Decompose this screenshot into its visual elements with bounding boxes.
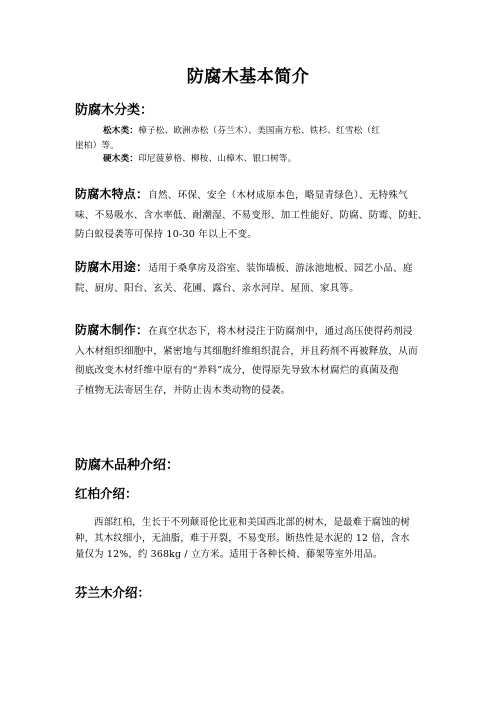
softwood-text-line2: 崖柏）等。	[75, 141, 119, 151]
hardwood-text: 印尼菠萝格、柳桉、山樟木、银口树等。	[138, 154, 297, 164]
redcedar-heading: 红柏介绍：	[75, 486, 138, 501]
softwood-paragraph	[75, 124, 438, 154]
redcedar-line3: 量仅为 12%，约 368kg / 立方米。适用于各种长椅、藤架等室外用品。	[75, 549, 383, 560]
softwood-label: 松木类：	[103, 126, 139, 136]
hardwood-label: 硬木类：	[103, 154, 139, 164]
features-line3: 防白蚁侵袭等可保持 10-30 年以上不变。	[75, 229, 258, 240]
finnish-heading: 芬兰木介绍：	[75, 585, 151, 600]
uses-lead: 防腐木用途：	[75, 260, 149, 274]
varieties-heading: 防腐木品种介绍：	[75, 458, 180, 473]
classification-heading: 防腐木分类：	[75, 103, 154, 118]
production-line2: 入木材组织细胞中，紧密地与其细胞纤维组织混合，并且药剂不再被释放，从而	[75, 345, 418, 357]
production-line3: 彻底改变木材纤维中原有的“养料”成分，使得原先导致木材腐烂的真菌及孢	[75, 365, 399, 376]
uses-paragraph	[75, 258, 423, 298]
uses-line2: 院、厨房、阳台、玄关、花圃、露台、亲水河岸、屋顶、家具等。	[75, 282, 360, 294]
production-line1: 在真空状态下，将木材浸注于防腐剂中，通过高压使得药剂浸	[148, 326, 413, 337]
production-paragraph	[75, 321, 423, 400]
redcedar-paragraph	[75, 515, 423, 563]
features-line1: 自然、环保、安全（木材成原本色，略显青绿色）、无特殊气	[148, 190, 408, 201]
hardwood-paragraph	[103, 152, 296, 167]
redcedar-line1: 西部红柏，生长于不列颠哥伦比亚和美国西北部的树木，是最难于腐蚀的树	[94, 517, 410, 528]
page-title: 防腐木基本简介	[186, 67, 310, 87]
features-line2: 味、不易吸水、含水率低、耐潮湿、不易变形、加工性能好、防腐、防霉、防蛀、	[75, 209, 428, 221]
uses-line1: 适用于桑拿房及浴室、装饰墙板、游泳池地板、园艺小品、庭	[148, 263, 413, 274]
softwood-text-line1: 樟子松、欧洲赤松（芬兰木）、美国南方松、铁杉、红雪松（红	[138, 126, 381, 136]
production-lead: 防腐木制作：	[75, 323, 149, 337]
redcedar-line2: 种，其木纹细小，无油脂，难于开裂，不易变形。断热性是水泥的 12 倍，含水	[75, 533, 410, 544]
features-paragraph	[75, 185, 428, 245]
features-lead: 防腐木特点：	[75, 187, 149, 201]
production-line4: 子植物无法寄居生存，并防止齿木类动物的侵袭。	[75, 384, 291, 396]
